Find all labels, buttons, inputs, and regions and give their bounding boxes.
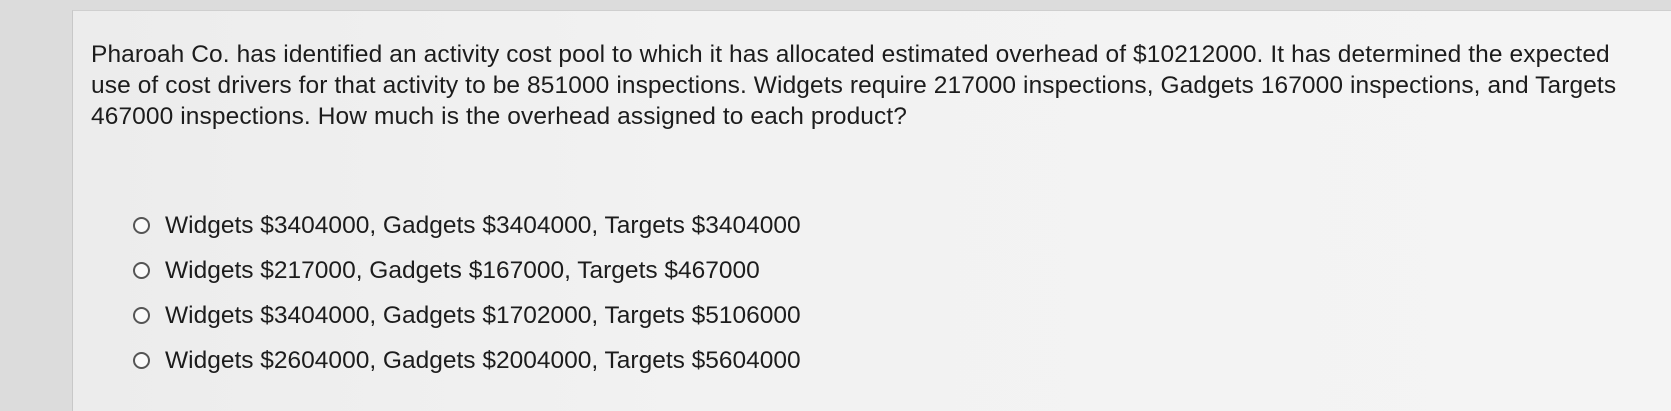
answer-option-label: Widgets $3404000, Gadgets $3404000, Targets $3404000 [165, 211, 801, 239]
question-card [72, 10, 1671, 411]
answer-option-label: Widgets $217000, Gadgets $167000, Targets $467000 [165, 256, 760, 284]
answer-option-label: Widgets $3404000, Gadgets $1702000, Targets $5106000 [165, 301, 801, 329]
question-text: Pharoah Co. has identified an activity cost pool to which it has allocated estimated overhead of $10212000. It has determined the expected use of cost drivers for that activity to be 851000 inspections. Widgets require 217000 inspections, Gadgets 167000 inspections, and Targets 467000 inspections. How much is the overhead assigned to each product? [91, 41, 1617, 130]
answer-option-1[interactable] [133, 203, 801, 248]
answer-options [133, 203, 801, 383]
radio-button-icon[interactable] [133, 217, 150, 234]
radio-button-icon[interactable] [133, 262, 150, 279]
answer-option-label: Widgets $2604000, Gadgets $2004000, Targets $5604000 [165, 346, 801, 374]
answer-option-2[interactable] [133, 248, 801, 293]
radio-button-icon[interactable] [133, 307, 150, 324]
answer-option-3[interactable] [133, 293, 801, 338]
radio-button-icon[interactable] [133, 352, 150, 369]
answer-option-4[interactable] [133, 338, 801, 383]
